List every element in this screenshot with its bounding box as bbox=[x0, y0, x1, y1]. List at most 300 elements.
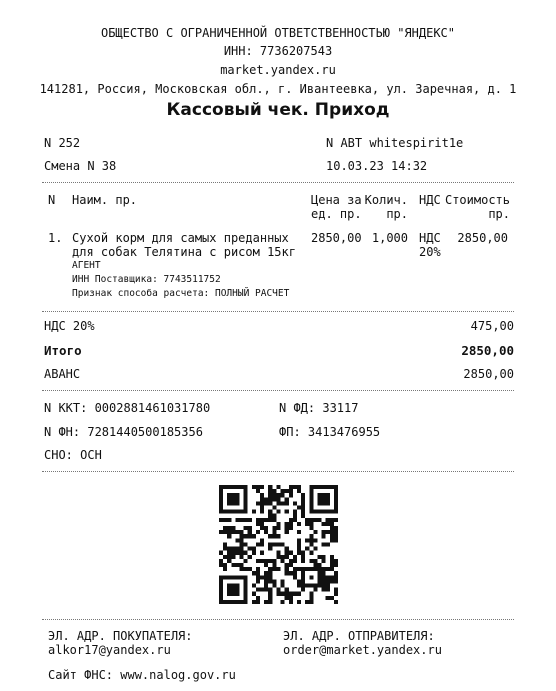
qr-module bbox=[309, 534, 313, 538]
qr-module bbox=[240, 551, 244, 555]
qr-module bbox=[235, 583, 239, 587]
item-qty: 1,000 bbox=[371, 231, 408, 245]
qr-module bbox=[305, 583, 309, 587]
qr-module bbox=[309, 559, 313, 563]
qr-module bbox=[256, 579, 260, 583]
qr-module bbox=[276, 526, 280, 530]
qr-module bbox=[309, 526, 313, 530]
qr-module bbox=[334, 588, 338, 592]
qr-module bbox=[322, 497, 326, 501]
qr-module bbox=[260, 485, 264, 489]
qr-module bbox=[281, 579, 285, 583]
qr-module bbox=[244, 600, 248, 604]
qr-module bbox=[285, 592, 289, 596]
qr-module bbox=[322, 588, 326, 592]
qr-module bbox=[231, 526, 235, 530]
qr-module bbox=[244, 497, 248, 501]
qr-module bbox=[227, 501, 231, 505]
buyer-email: alkor17@yandex.ru bbox=[48, 643, 171, 657]
qr-module bbox=[223, 547, 227, 551]
qr-module bbox=[334, 493, 338, 497]
qr-module bbox=[313, 518, 317, 522]
qr-module bbox=[330, 510, 334, 514]
qr-module bbox=[317, 579, 321, 583]
qr-module bbox=[231, 551, 235, 555]
qr-module bbox=[268, 518, 272, 522]
qr-module bbox=[281, 583, 285, 587]
item-price: 2850,00 bbox=[311, 231, 362, 245]
qr-module bbox=[223, 518, 227, 522]
qr-module bbox=[317, 518, 321, 522]
qr-module bbox=[289, 493, 293, 497]
qr-module bbox=[264, 575, 268, 579]
qr-module bbox=[260, 559, 264, 563]
qr-module bbox=[240, 567, 244, 571]
qr-module bbox=[285, 547, 289, 551]
qr-module bbox=[240, 510, 244, 514]
qr-module bbox=[317, 575, 321, 579]
qr-module bbox=[317, 485, 321, 489]
qr-module bbox=[272, 530, 276, 534]
qr-module bbox=[317, 567, 321, 571]
qr-module bbox=[309, 596, 313, 600]
qr-module bbox=[293, 567, 297, 571]
qr-module bbox=[281, 489, 285, 493]
qr-module bbox=[297, 567, 301, 571]
qr-module bbox=[317, 583, 321, 587]
qr-module bbox=[322, 555, 326, 559]
qr-module bbox=[301, 514, 305, 518]
qr-module bbox=[223, 510, 227, 514]
qr-module bbox=[231, 583, 235, 587]
qr-module bbox=[268, 493, 272, 497]
qr-module bbox=[309, 506, 313, 510]
qr-module bbox=[322, 522, 326, 526]
divider bbox=[42, 619, 514, 620]
qr-module bbox=[313, 567, 317, 571]
qr-module bbox=[276, 542, 280, 546]
qr-module bbox=[264, 583, 268, 587]
qr-module bbox=[268, 571, 272, 575]
qr-module bbox=[272, 534, 276, 538]
qr-module bbox=[268, 559, 272, 563]
qr-module bbox=[289, 551, 293, 555]
col-header-n: N bbox=[48, 193, 56, 207]
qr-module bbox=[309, 485, 313, 489]
qr-module bbox=[313, 588, 317, 592]
qr-module bbox=[268, 497, 272, 501]
qr-module bbox=[219, 563, 223, 567]
qr-module bbox=[330, 534, 334, 538]
qr-module bbox=[301, 559, 305, 563]
qr-module bbox=[309, 510, 313, 514]
item-n: 1. bbox=[48, 231, 63, 245]
receipt-datetime: 10.03.23 14:32 bbox=[326, 159, 428, 173]
qr-module bbox=[309, 592, 313, 596]
qr-module bbox=[244, 588, 248, 592]
qr-module bbox=[272, 497, 276, 501]
qr-module bbox=[219, 559, 223, 563]
qr-module bbox=[264, 497, 268, 501]
qr-module bbox=[293, 485, 297, 489]
qr-module bbox=[330, 567, 334, 571]
qr-module bbox=[244, 518, 248, 522]
qr-module bbox=[260, 588, 264, 592]
qr-module bbox=[231, 563, 235, 567]
buyer-email-label: ЭЛ. АДР. ПОКУПАТЕЛЯ: bbox=[48, 629, 193, 643]
qr-module bbox=[297, 600, 301, 604]
qr-module bbox=[235, 563, 239, 567]
qr-module bbox=[244, 534, 248, 538]
qr-module bbox=[219, 551, 223, 555]
item-name-line2: для собак Телятина с рисом 15кг bbox=[72, 245, 296, 259]
qr-module bbox=[334, 538, 338, 542]
qr-module bbox=[256, 518, 260, 522]
qr-module bbox=[317, 571, 321, 575]
qr-module bbox=[285, 596, 289, 600]
qr-module bbox=[326, 518, 330, 522]
qr-module bbox=[322, 501, 326, 505]
qr-module bbox=[301, 506, 305, 510]
qr-module bbox=[252, 583, 256, 587]
qr-module bbox=[240, 485, 244, 489]
qr-module bbox=[244, 575, 248, 579]
qr-module bbox=[293, 514, 297, 518]
sno-value: СНО: ОСН bbox=[44, 448, 102, 462]
qr-module bbox=[313, 485, 317, 489]
col-header-qty-1: Колич. bbox=[364, 193, 408, 207]
qr-module bbox=[248, 534, 252, 538]
qr-module bbox=[272, 559, 276, 563]
qr-module bbox=[305, 547, 309, 551]
qr-module bbox=[240, 518, 244, 522]
col-header-price-2: ед. пр. bbox=[311, 207, 362, 221]
qr-module bbox=[235, 600, 239, 604]
total-label: Итого bbox=[44, 343, 82, 358]
qr-module bbox=[268, 575, 272, 579]
qr-module bbox=[330, 563, 334, 567]
qr-module bbox=[301, 551, 305, 555]
qr-module bbox=[317, 510, 321, 514]
qr-module bbox=[276, 551, 280, 555]
qr-module bbox=[260, 538, 264, 542]
qr-module bbox=[334, 497, 338, 501]
qr-module bbox=[297, 530, 301, 534]
qr-module bbox=[281, 501, 285, 505]
qr-module bbox=[256, 522, 260, 526]
qr-module bbox=[330, 559, 334, 563]
qr-module bbox=[305, 522, 309, 526]
qr-module bbox=[285, 489, 289, 493]
qr-module bbox=[326, 485, 330, 489]
divider bbox=[42, 311, 514, 312]
qr-module bbox=[322, 542, 326, 546]
qr-module bbox=[227, 551, 231, 555]
qr-module bbox=[240, 600, 244, 604]
qr-module bbox=[244, 489, 248, 493]
qr-module bbox=[252, 510, 256, 514]
qr-module bbox=[268, 596, 272, 600]
qr-module bbox=[227, 510, 231, 514]
check-number: N 252 bbox=[44, 136, 81, 150]
qr-module bbox=[268, 579, 272, 583]
qr-module bbox=[244, 493, 248, 497]
qr-module bbox=[285, 567, 289, 571]
qr-module bbox=[293, 575, 297, 579]
qr-module bbox=[272, 493, 276, 497]
qr-module bbox=[293, 501, 297, 505]
qr-module bbox=[223, 563, 227, 567]
qr-module bbox=[317, 501, 321, 505]
qr-module bbox=[330, 530, 334, 534]
qr-module bbox=[227, 518, 231, 522]
qr-module bbox=[276, 522, 280, 526]
qr-module bbox=[223, 567, 227, 571]
qr-module bbox=[231, 592, 235, 596]
qr-module bbox=[326, 497, 330, 501]
qr-module bbox=[276, 501, 280, 505]
qr-module bbox=[252, 551, 256, 555]
qr-module bbox=[326, 583, 330, 587]
qr-module bbox=[272, 567, 276, 571]
qr-module bbox=[305, 600, 309, 604]
qr-module bbox=[330, 518, 334, 522]
qr-module bbox=[322, 534, 326, 538]
qr-module bbox=[305, 538, 309, 542]
qr-module bbox=[219, 596, 223, 600]
qr-module bbox=[219, 489, 223, 493]
qr-module bbox=[227, 583, 231, 587]
qr-module bbox=[264, 579, 268, 583]
qr-module bbox=[313, 563, 317, 567]
qr-module bbox=[240, 542, 244, 546]
qr-module bbox=[289, 563, 293, 567]
qr-module bbox=[240, 563, 244, 567]
qr-module bbox=[326, 579, 330, 583]
qr-module bbox=[235, 493, 239, 497]
qr-module bbox=[334, 600, 338, 604]
qr-module bbox=[289, 559, 293, 563]
qr-module bbox=[231, 588, 235, 592]
qr-module bbox=[301, 510, 305, 514]
qr-module bbox=[219, 583, 223, 587]
vat-label: НДС 20% bbox=[44, 319, 95, 333]
qr-module bbox=[322, 567, 326, 571]
qr-module bbox=[289, 518, 293, 522]
col-header-name: Наим. пр. bbox=[72, 193, 138, 207]
qr-module bbox=[219, 579, 223, 583]
kkt-number: N ККТ: 0002881461031780 bbox=[44, 401, 211, 415]
qr-module bbox=[272, 514, 276, 518]
qr-module bbox=[281, 600, 285, 604]
qr-module bbox=[334, 563, 338, 567]
qr-module bbox=[264, 559, 268, 563]
qr-module bbox=[248, 530, 252, 534]
qr-module bbox=[244, 583, 248, 587]
org-name: ОБЩЕСТВО С ОГРАНИЧЕННОЙ ОТВЕТСТВЕННОСТЬЮ "ЯНДЕКС" bbox=[100, 26, 455, 40]
qr-module bbox=[334, 485, 338, 489]
qr-module bbox=[235, 538, 239, 542]
qr-module bbox=[326, 522, 330, 526]
item-vat-1: НДС bbox=[419, 231, 441, 245]
qr-module bbox=[227, 534, 231, 538]
fns-site: Сайт ФНС: www.nalog.gov.ru bbox=[48, 668, 236, 682]
qr-module bbox=[330, 485, 334, 489]
qr-module bbox=[322, 583, 326, 587]
qr-module bbox=[272, 542, 276, 546]
qr-module bbox=[235, 575, 239, 579]
org-inn: ИНН: 7736207543 bbox=[223, 44, 333, 58]
qr-module bbox=[235, 497, 239, 501]
qr-module bbox=[268, 600, 272, 604]
qr-module bbox=[272, 579, 276, 583]
qr-module bbox=[235, 501, 239, 505]
qr-module bbox=[334, 510, 338, 514]
item-supplier-inn: ИНН Поставщика: 7743511752 bbox=[72, 274, 221, 285]
qr-module bbox=[330, 555, 334, 559]
qr-module bbox=[293, 555, 297, 559]
qr-module bbox=[252, 592, 256, 596]
receipt-title: Кассовый чек. Приход bbox=[166, 100, 390, 120]
qr-module bbox=[301, 575, 305, 579]
qr-module bbox=[252, 534, 256, 538]
qr-module bbox=[276, 567, 280, 571]
qr-module bbox=[326, 542, 330, 546]
qr-module bbox=[256, 489, 260, 493]
avt-number: N АВТ whitespirit1e bbox=[326, 136, 464, 150]
qr-module bbox=[256, 600, 260, 604]
total-value: 2850,00 bbox=[461, 343, 514, 358]
qr-module bbox=[260, 506, 264, 510]
qr-module bbox=[244, 551, 248, 555]
qr-module bbox=[240, 538, 244, 542]
qr-module bbox=[334, 559, 338, 563]
qr-module bbox=[227, 592, 231, 596]
qr-module bbox=[309, 501, 313, 505]
qr-module bbox=[322, 571, 326, 575]
qr-module bbox=[260, 542, 264, 546]
qr-module bbox=[240, 547, 244, 551]
qr-module bbox=[276, 555, 280, 559]
qr-module bbox=[244, 579, 248, 583]
qr-module bbox=[256, 559, 260, 563]
qr-module bbox=[260, 497, 264, 501]
qr-module bbox=[281, 493, 285, 497]
qr-module bbox=[256, 567, 260, 571]
qr-module bbox=[301, 567, 305, 571]
qr-module bbox=[313, 530, 317, 534]
qr-module bbox=[240, 534, 244, 538]
qr-module bbox=[297, 551, 301, 555]
qr-module bbox=[281, 559, 285, 563]
qr-module bbox=[305, 567, 309, 571]
qr-module bbox=[268, 514, 272, 518]
qr-module bbox=[252, 600, 256, 604]
qr-module bbox=[334, 534, 338, 538]
qr-module bbox=[301, 497, 305, 501]
qr-module bbox=[219, 518, 223, 522]
qr-module bbox=[326, 493, 330, 497]
qr-module bbox=[223, 600, 227, 604]
qr-module bbox=[309, 575, 313, 579]
qr-module bbox=[231, 530, 235, 534]
org-site: market.yandex.ru bbox=[220, 63, 336, 77]
qr-module bbox=[272, 526, 276, 530]
qr-module bbox=[301, 501, 305, 505]
qr-module bbox=[297, 522, 301, 526]
qr-module bbox=[227, 555, 231, 559]
qr-module bbox=[289, 485, 293, 489]
qr-module bbox=[223, 575, 227, 579]
qr-module bbox=[317, 497, 321, 501]
qr-module bbox=[244, 592, 248, 596]
qr-module bbox=[322, 559, 326, 563]
qr-module bbox=[244, 506, 248, 510]
qr-module bbox=[219, 485, 223, 489]
qr-module bbox=[281, 555, 285, 559]
qr-module bbox=[227, 493, 231, 497]
qr-module bbox=[219, 588, 223, 592]
qr-module bbox=[326, 596, 330, 600]
qr-module bbox=[309, 538, 313, 542]
qr-module bbox=[281, 592, 285, 596]
qr-module bbox=[297, 506, 301, 510]
qr-module bbox=[301, 493, 305, 497]
qr-module bbox=[330, 526, 334, 530]
qr-module bbox=[235, 551, 239, 555]
qr-module bbox=[276, 510, 280, 514]
qr-module bbox=[322, 579, 326, 583]
qr-module bbox=[334, 489, 338, 493]
qr-module bbox=[248, 518, 252, 522]
item-vat-2: 20% bbox=[419, 245, 441, 259]
qr-module bbox=[219, 497, 223, 501]
item-payment-method: Признак способа расчета: ПОЛНЫЙ РАСЧЕТ bbox=[72, 288, 290, 299]
qr-module bbox=[219, 501, 223, 505]
qr-module bbox=[231, 575, 235, 579]
qr-module bbox=[326, 575, 330, 579]
qr-module bbox=[285, 497, 289, 501]
fd-number: N ФД: 33117 bbox=[279, 401, 359, 415]
divider bbox=[42, 471, 514, 472]
qr-module bbox=[260, 575, 264, 579]
qr-module bbox=[276, 497, 280, 501]
qr-module bbox=[285, 510, 289, 514]
qr-module bbox=[223, 530, 227, 534]
shift-number: Смена N 38 bbox=[44, 159, 117, 173]
qr-module bbox=[317, 555, 321, 559]
qr-module bbox=[231, 600, 235, 604]
qr-module bbox=[248, 547, 252, 551]
qr-module bbox=[330, 579, 334, 583]
qr-module bbox=[264, 526, 268, 530]
qr-module bbox=[313, 559, 317, 563]
qr-module bbox=[276, 592, 280, 596]
qr-module bbox=[297, 547, 301, 551]
qr-module bbox=[227, 526, 231, 530]
advance-value: 2850,00 bbox=[463, 367, 514, 381]
qr-module bbox=[330, 538, 334, 542]
qr-module bbox=[326, 510, 330, 514]
qr-module bbox=[322, 493, 326, 497]
qr-module bbox=[240, 530, 244, 534]
qr-module bbox=[256, 588, 260, 592]
col-header-vat: НДС bbox=[419, 193, 441, 207]
qr-module bbox=[272, 563, 276, 567]
qr-module bbox=[293, 518, 297, 522]
qr-module bbox=[219, 575, 223, 579]
qr-module bbox=[317, 563, 321, 567]
